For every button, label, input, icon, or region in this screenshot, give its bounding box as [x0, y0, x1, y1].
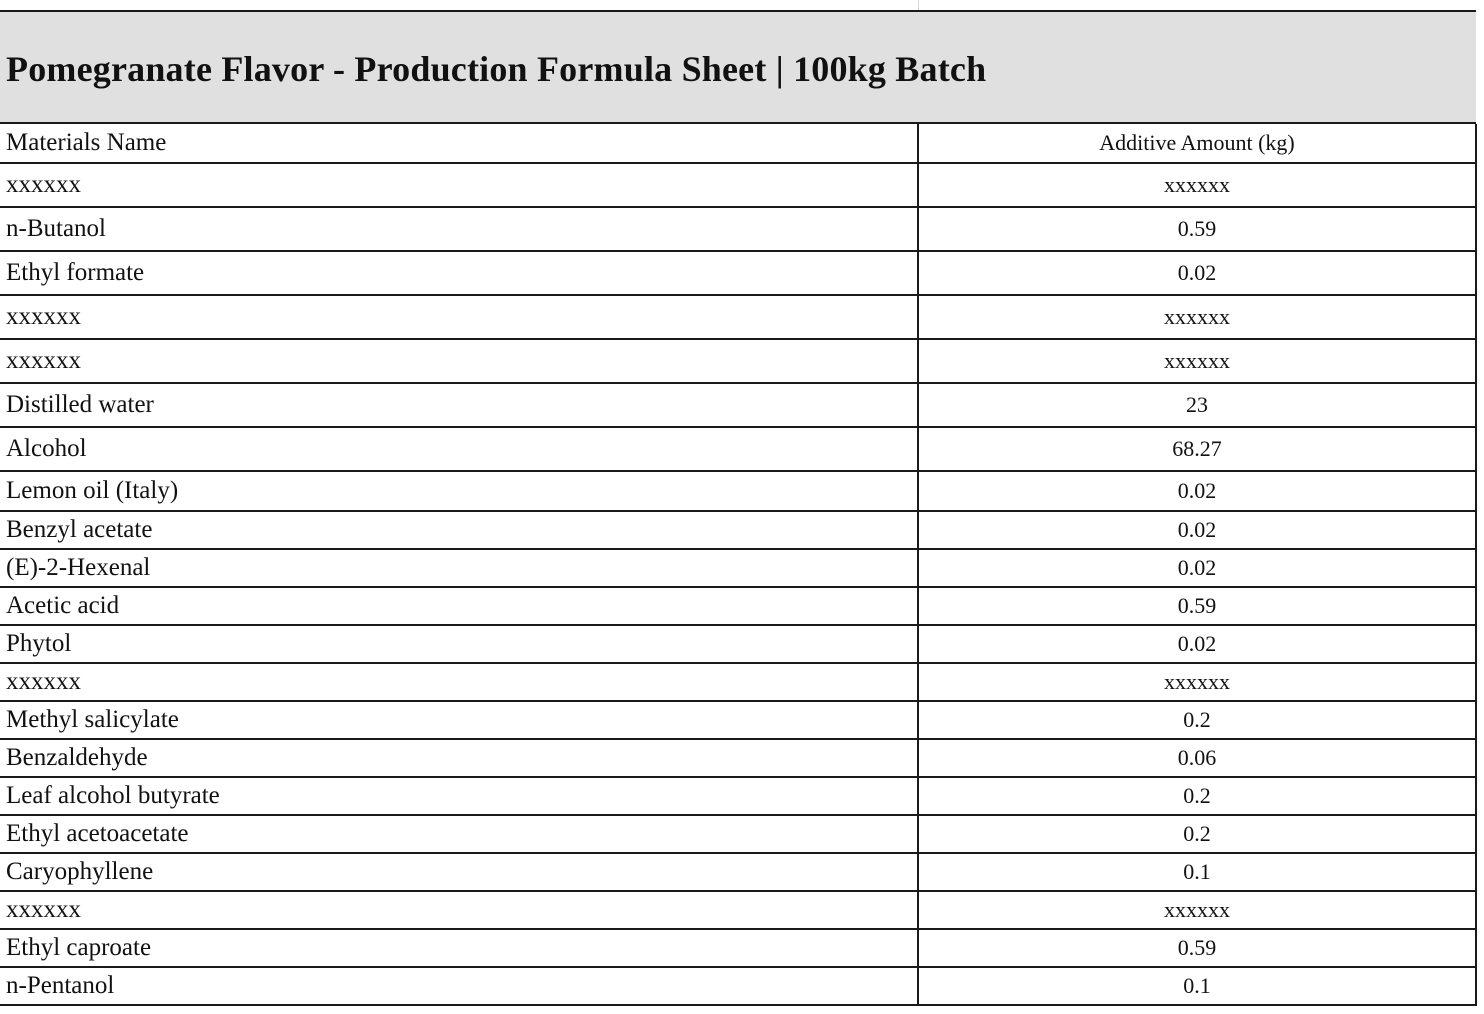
amount-cell[interactable]: 0.02 — [918, 549, 1476, 587]
table-row — [0, 739, 1476, 777]
amount-cell[interactable]: xxxxxx — [918, 295, 1476, 339]
amount-cell[interactable]: 0.02 — [918, 251, 1476, 295]
material-name-cell[interactable]: Alcohol — [0, 427, 918, 471]
table-row — [0, 295, 1476, 339]
material-name-cell[interactable]: Benzyl acetate — [0, 511, 918, 549]
material-name-cell[interactable]: Acetic acid — [0, 587, 918, 625]
amount-cell[interactable]: xxxxxx — [918, 339, 1476, 383]
table-row — [0, 587, 1476, 625]
table-row — [0, 967, 1476, 1005]
table-row — [0, 625, 1476, 663]
amount-cell[interactable]: 0.06 — [918, 739, 1476, 777]
amount-cell[interactable]: 0.1 — [918, 853, 1476, 891]
material-name-cell[interactable]: Ethyl caproate — [0, 929, 918, 967]
table-row — [0, 815, 1476, 853]
table-row — [0, 511, 1476, 549]
amount-cell[interactable]: 0.59 — [918, 587, 1476, 625]
material-name-cell[interactable]: n-Butanol — [0, 207, 918, 251]
table-row — [0, 339, 1476, 383]
material-name-cell[interactable]: Benzaldehyde — [0, 739, 918, 777]
material-name-cell[interactable]: Distilled water — [0, 383, 918, 427]
material-name-cell[interactable]: Ethyl acetoacetate — [0, 815, 918, 853]
amount-cell[interactable]: xxxxxx — [918, 163, 1476, 207]
material-name-cell[interactable]: xxxxxx — [0, 295, 918, 339]
amount-cell[interactable]: 68.27 — [918, 427, 1476, 471]
table-row — [0, 207, 1476, 251]
table-row — [0, 663, 1476, 701]
table-row — [0, 701, 1476, 739]
formula-table — [0, 124, 1477, 1006]
amount-cell[interactable]: 0.1 — [918, 967, 1476, 1005]
amount-cell[interactable]: 0.02 — [918, 625, 1476, 663]
table-row — [0, 777, 1476, 815]
amount-cell[interactable]: 0.02 — [918, 511, 1476, 549]
material-name-cell[interactable]: Caryophyllene — [0, 853, 918, 891]
amount-cell[interactable]: 0.02 — [918, 471, 1476, 511]
header-row — [0, 124, 1476, 163]
amount-cell[interactable]: 0.2 — [918, 815, 1476, 853]
table-row — [0, 853, 1476, 891]
title-cell[interactable] — [0, 10, 1476, 124]
column-header-additive-amount[interactable]: Additive Amount (kg) — [918, 124, 1476, 163]
amount-cell[interactable]: 0.59 — [918, 929, 1476, 967]
table-row — [0, 891, 1476, 929]
column-header-materials-name[interactable]: Materials Name — [0, 124, 918, 163]
amount-cell[interactable]: xxxxxx — [918, 663, 1476, 701]
material-name-cell[interactable]: Methyl salicylate — [0, 701, 918, 739]
table-row — [0, 251, 1476, 295]
material-name-cell[interactable]: Phytol — [0, 625, 918, 663]
material-name-cell[interactable]: xxxxxx — [0, 891, 918, 929]
material-name-cell[interactable]: Ethyl formate — [0, 251, 918, 295]
material-name-cell[interactable]: (E)-2-Hexenal — [0, 549, 918, 587]
table-row — [0, 929, 1476, 967]
amount-cell[interactable]: 0.2 — [918, 777, 1476, 815]
material-name-cell[interactable]: Leaf alcohol butyrate — [0, 777, 918, 815]
table-row — [0, 383, 1476, 427]
table-row — [0, 163, 1476, 207]
sheet-title: Pomegranate Flavor - Production Formula Sheet | 100kg Batch — [6, 49, 987, 89]
table-row — [0, 549, 1476, 587]
amount-cell[interactable]: 23 — [918, 383, 1476, 427]
table-row — [0, 471, 1476, 511]
table-row — [0, 427, 1476, 471]
material-name-cell[interactable]: Lemon oil (Italy) — [0, 471, 918, 511]
gridline — [918, 0, 919, 10]
amount-cell[interactable]: 0.59 — [918, 207, 1476, 251]
amount-cell[interactable]: 0.2 — [918, 701, 1476, 739]
material-name-cell[interactable]: xxxxxx — [0, 663, 918, 701]
material-name-cell[interactable]: xxxxxx — [0, 339, 918, 383]
amount-cell[interactable]: xxxxxx — [918, 891, 1476, 929]
material-name-cell[interactable]: n-Pentanol — [0, 967, 918, 1005]
material-name-cell[interactable]: xxxxxx — [0, 163, 918, 207]
